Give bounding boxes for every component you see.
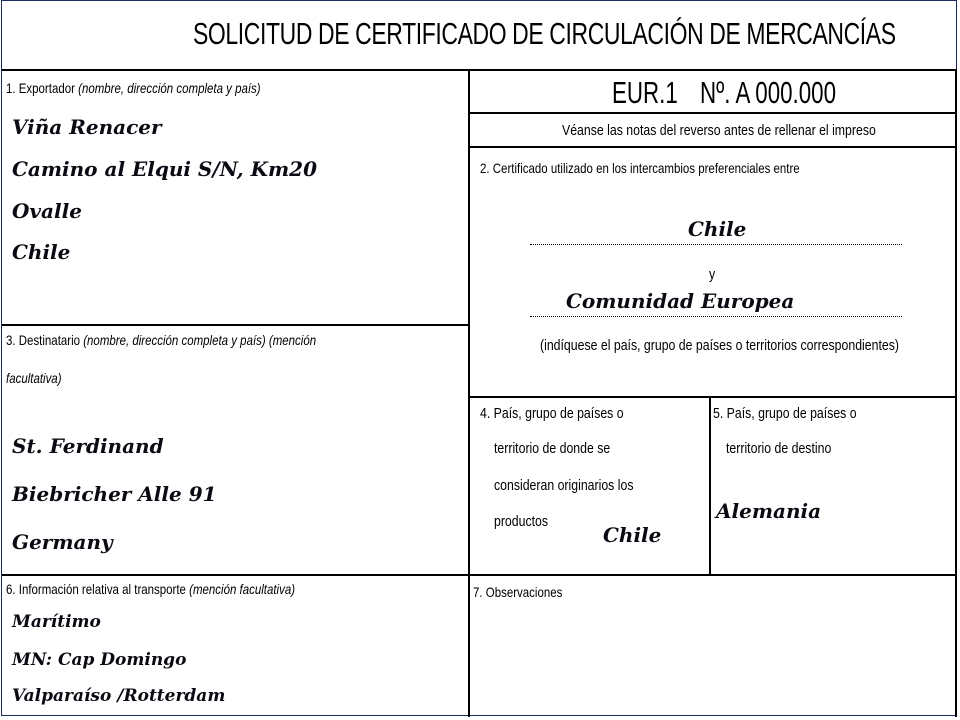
notes-text: Véanse las notas del reverso antes de rellenar el impreso — [562, 122, 876, 139]
box4-label-1: 4. País, grupo de países o — [480, 405, 624, 422]
box3-label-hint2: facultativa) — [6, 370, 62, 386]
box7-label: 7. Observaciones — [473, 584, 563, 600]
box1-label — [6, 80, 261, 96]
exporter-address: Camino al Elqui S/N, Km20 — [12, 157, 317, 181]
exporter-name: Viña Renacer — [12, 115, 162, 139]
box3-label-cont — [6, 370, 62, 386]
box2-dotline-1 — [530, 244, 902, 245]
box6-label — [6, 581, 295, 597]
consignee-address: Biebricher Alle 91 — [12, 482, 217, 506]
eur-number: Nº. A 000.000 — [700, 75, 836, 110]
right-rule-eur — [469, 112, 956, 114]
right-edge — [955, 69, 957, 717]
box5-label-2: territorio de destino — [726, 440, 832, 457]
box1-label-hint: (nombre, dirección completa y país) — [78, 80, 261, 96]
right-rule-notes — [469, 146, 956, 148]
box3-label — [6, 332, 316, 348]
box2-hint: (indíquese el país, grupo de países o territorios correspondientes) — [540, 337, 899, 354]
box4-label-3: consideran originarios los — [494, 477, 634, 494]
box2-country1: Chile — [688, 217, 747, 241]
box1-label-number: 1. Exportador — [6, 80, 75, 96]
exporter-country: Chile — [12, 240, 71, 264]
left-rule-3-6 — [2, 574, 469, 576]
eur-code: EUR.1 — [612, 75, 678, 110]
top-rule — [2, 69, 956, 71]
transport-mode: Marítimo — [12, 612, 101, 632]
box5-label-1: 5. País, grupo de países o — [713, 405, 857, 422]
box2-label: 2. Certificado utilizado en los intercambios preferenciales entre — [480, 160, 800, 176]
box2-connector: y — [709, 266, 716, 283]
divider-4-5 — [709, 396, 711, 576]
transport-vessel: MN: Cap Domingo — [12, 650, 187, 670]
center-divider — [468, 69, 470, 717]
transport-route: Valparaíso /Rotterdam — [12, 686, 226, 706]
form-title: SOLICITUD DE CERTIFICADO DE CIRCULACIÓN DE MERCANCÍAS — [193, 16, 896, 51]
left-rule-1-3 — [2, 324, 469, 326]
box3-label-number: 3. Destinatario — [6, 332, 81, 348]
exporter-city: Ovalle — [12, 199, 82, 223]
box2-dotline-2 — [530, 316, 902, 317]
box4-label-2: territorio de donde se — [494, 440, 611, 457]
box3-label-hint: (nombre, dirección completa y país) (mención — [83, 332, 317, 348]
box4-label-4: productos — [494, 513, 549, 530]
box6-label-hint: (mención facultativa) — [189, 581, 296, 597]
box2-country2: Comunidad Europea — [566, 289, 795, 313]
consignee-country: Germany — [12, 530, 113, 554]
box6-label-number: 6. Información relativa al transporte — [6, 581, 186, 597]
consignee-name: St. Ferdinand — [12, 434, 164, 458]
right-rule-2-45 — [469, 396, 956, 398]
right-rule-45-7 — [469, 574, 956, 576]
origin-country: Chile — [603, 523, 662, 547]
destination-country: Alemania — [716, 499, 822, 523]
